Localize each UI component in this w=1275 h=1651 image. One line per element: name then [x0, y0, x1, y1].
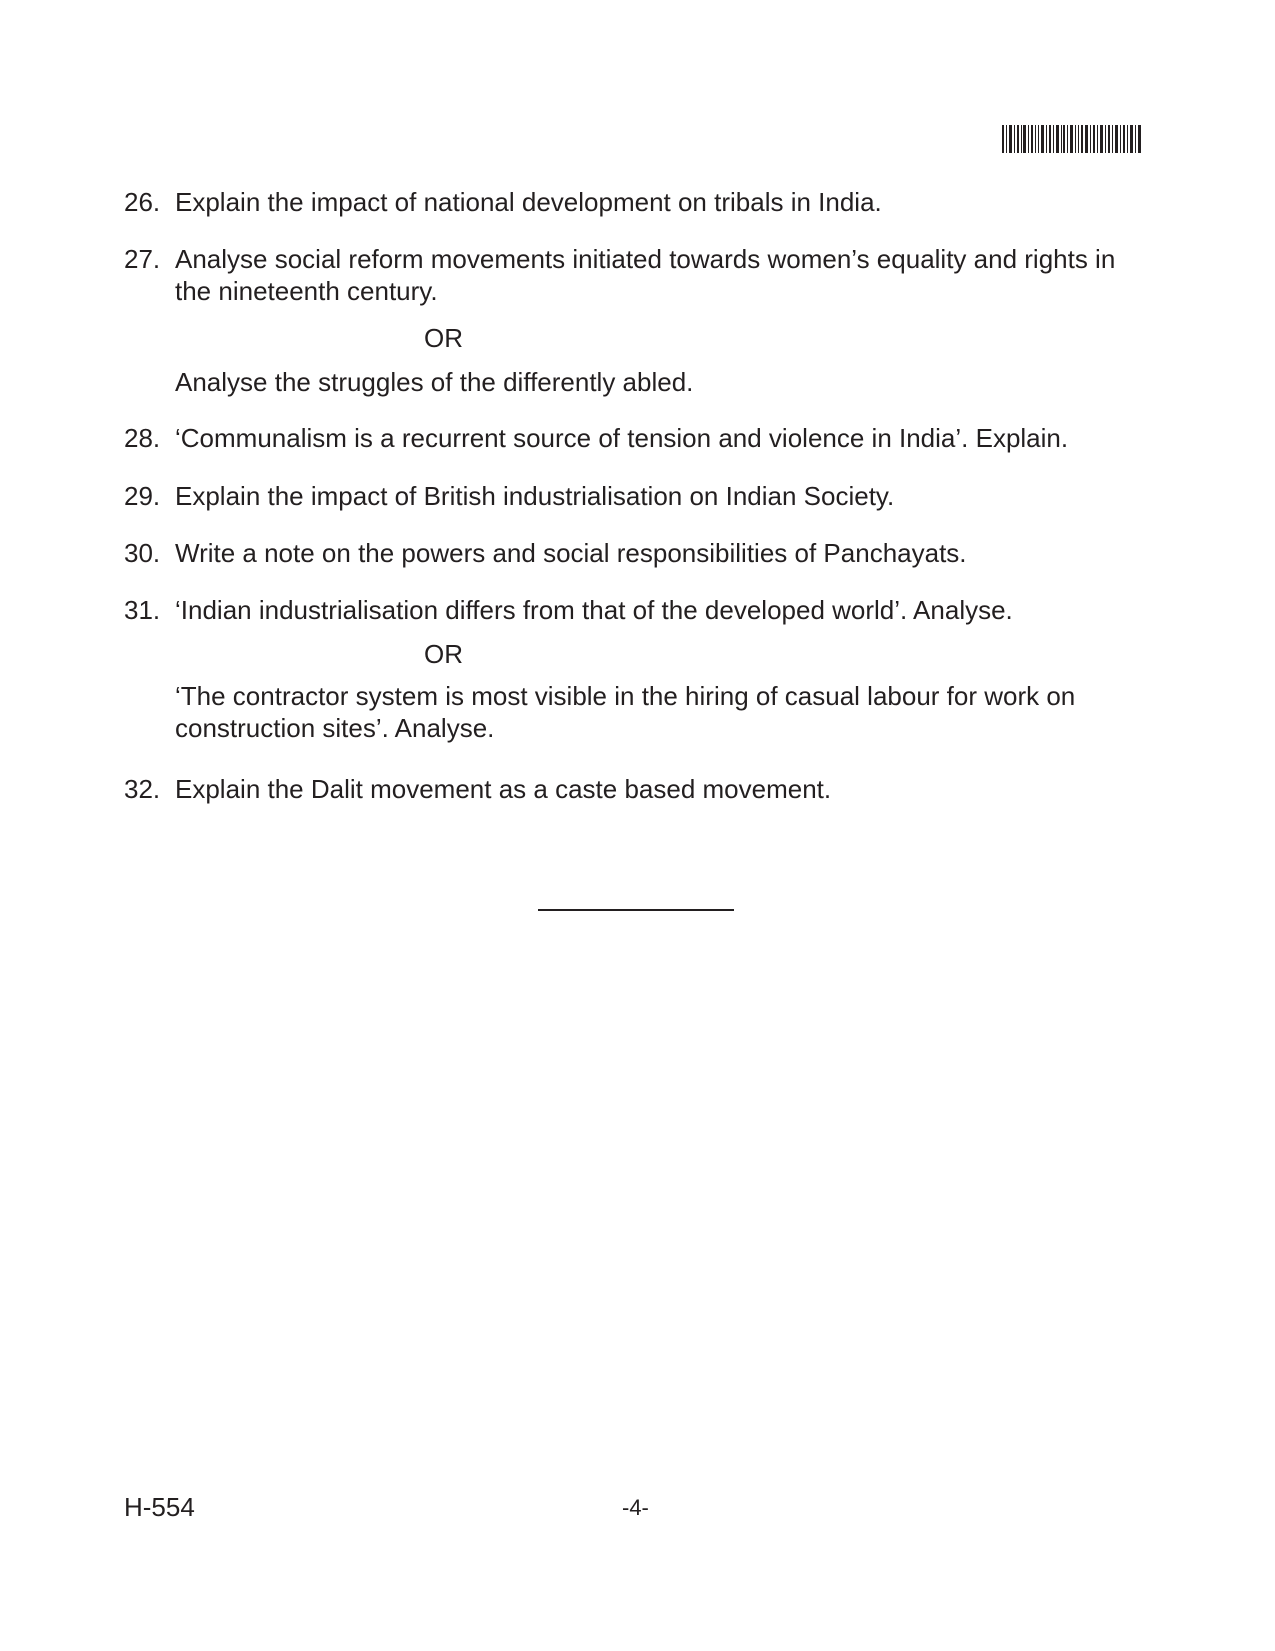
question-number: 26.: [124, 187, 161, 217]
barcode: [1002, 125, 1142, 153]
question-number: 31.: [124, 595, 161, 625]
question-text: Explain the Dalit movement as a caste based movement.: [175, 774, 832, 804]
question-number: 32.: [124, 774, 161, 804]
question-text: Write a note on the powers and social responsibilities of Panchayats.: [175, 538, 967, 568]
question-number: 27.: [124, 244, 161, 274]
or-label: OR: [424, 639, 463, 669]
question-28: [124, 422, 1124, 454]
question-26: [124, 186, 1124, 218]
question-30: [124, 537, 1124, 569]
question-31: [124, 594, 1124, 626]
alternative-question-31: ‘The contractor system is most visible in the hiring of casual labour for work on construction sites’. Analyse.: [175, 681, 1076, 743]
question-27: [124, 243, 1124, 307]
question-number: 28.: [124, 423, 161, 453]
question-number: 30.: [124, 538, 161, 568]
question-text: Explain the impact of British industrialisation on Indian Society.: [175, 481, 895, 511]
question-number: 29.: [124, 481, 161, 511]
question-32: [124, 773, 1124, 805]
question-text: ‘Communalism is a recurrent source of tension and violence in India’. Explain.: [175, 423, 1069, 453]
paper-code: H-554: [124, 1492, 195, 1522]
alternative-question-27: Analyse the struggles of the differently abled.: [175, 367, 694, 397]
question-text: Analyse social reform movements initiated towards women’s equality and rights in the nineteenth century.: [175, 244, 1116, 306]
or-label: OR: [424, 323, 463, 353]
question-29: [124, 480, 1124, 512]
page-number: -4-: [622, 1495, 649, 1520]
end-divider: [538, 909, 734, 911]
question-text: ‘Indian industrialisation differs from that of the developed world’. Analyse.: [175, 595, 1013, 625]
question-text: Explain the impact of national development on tribals in India.: [175, 187, 882, 217]
